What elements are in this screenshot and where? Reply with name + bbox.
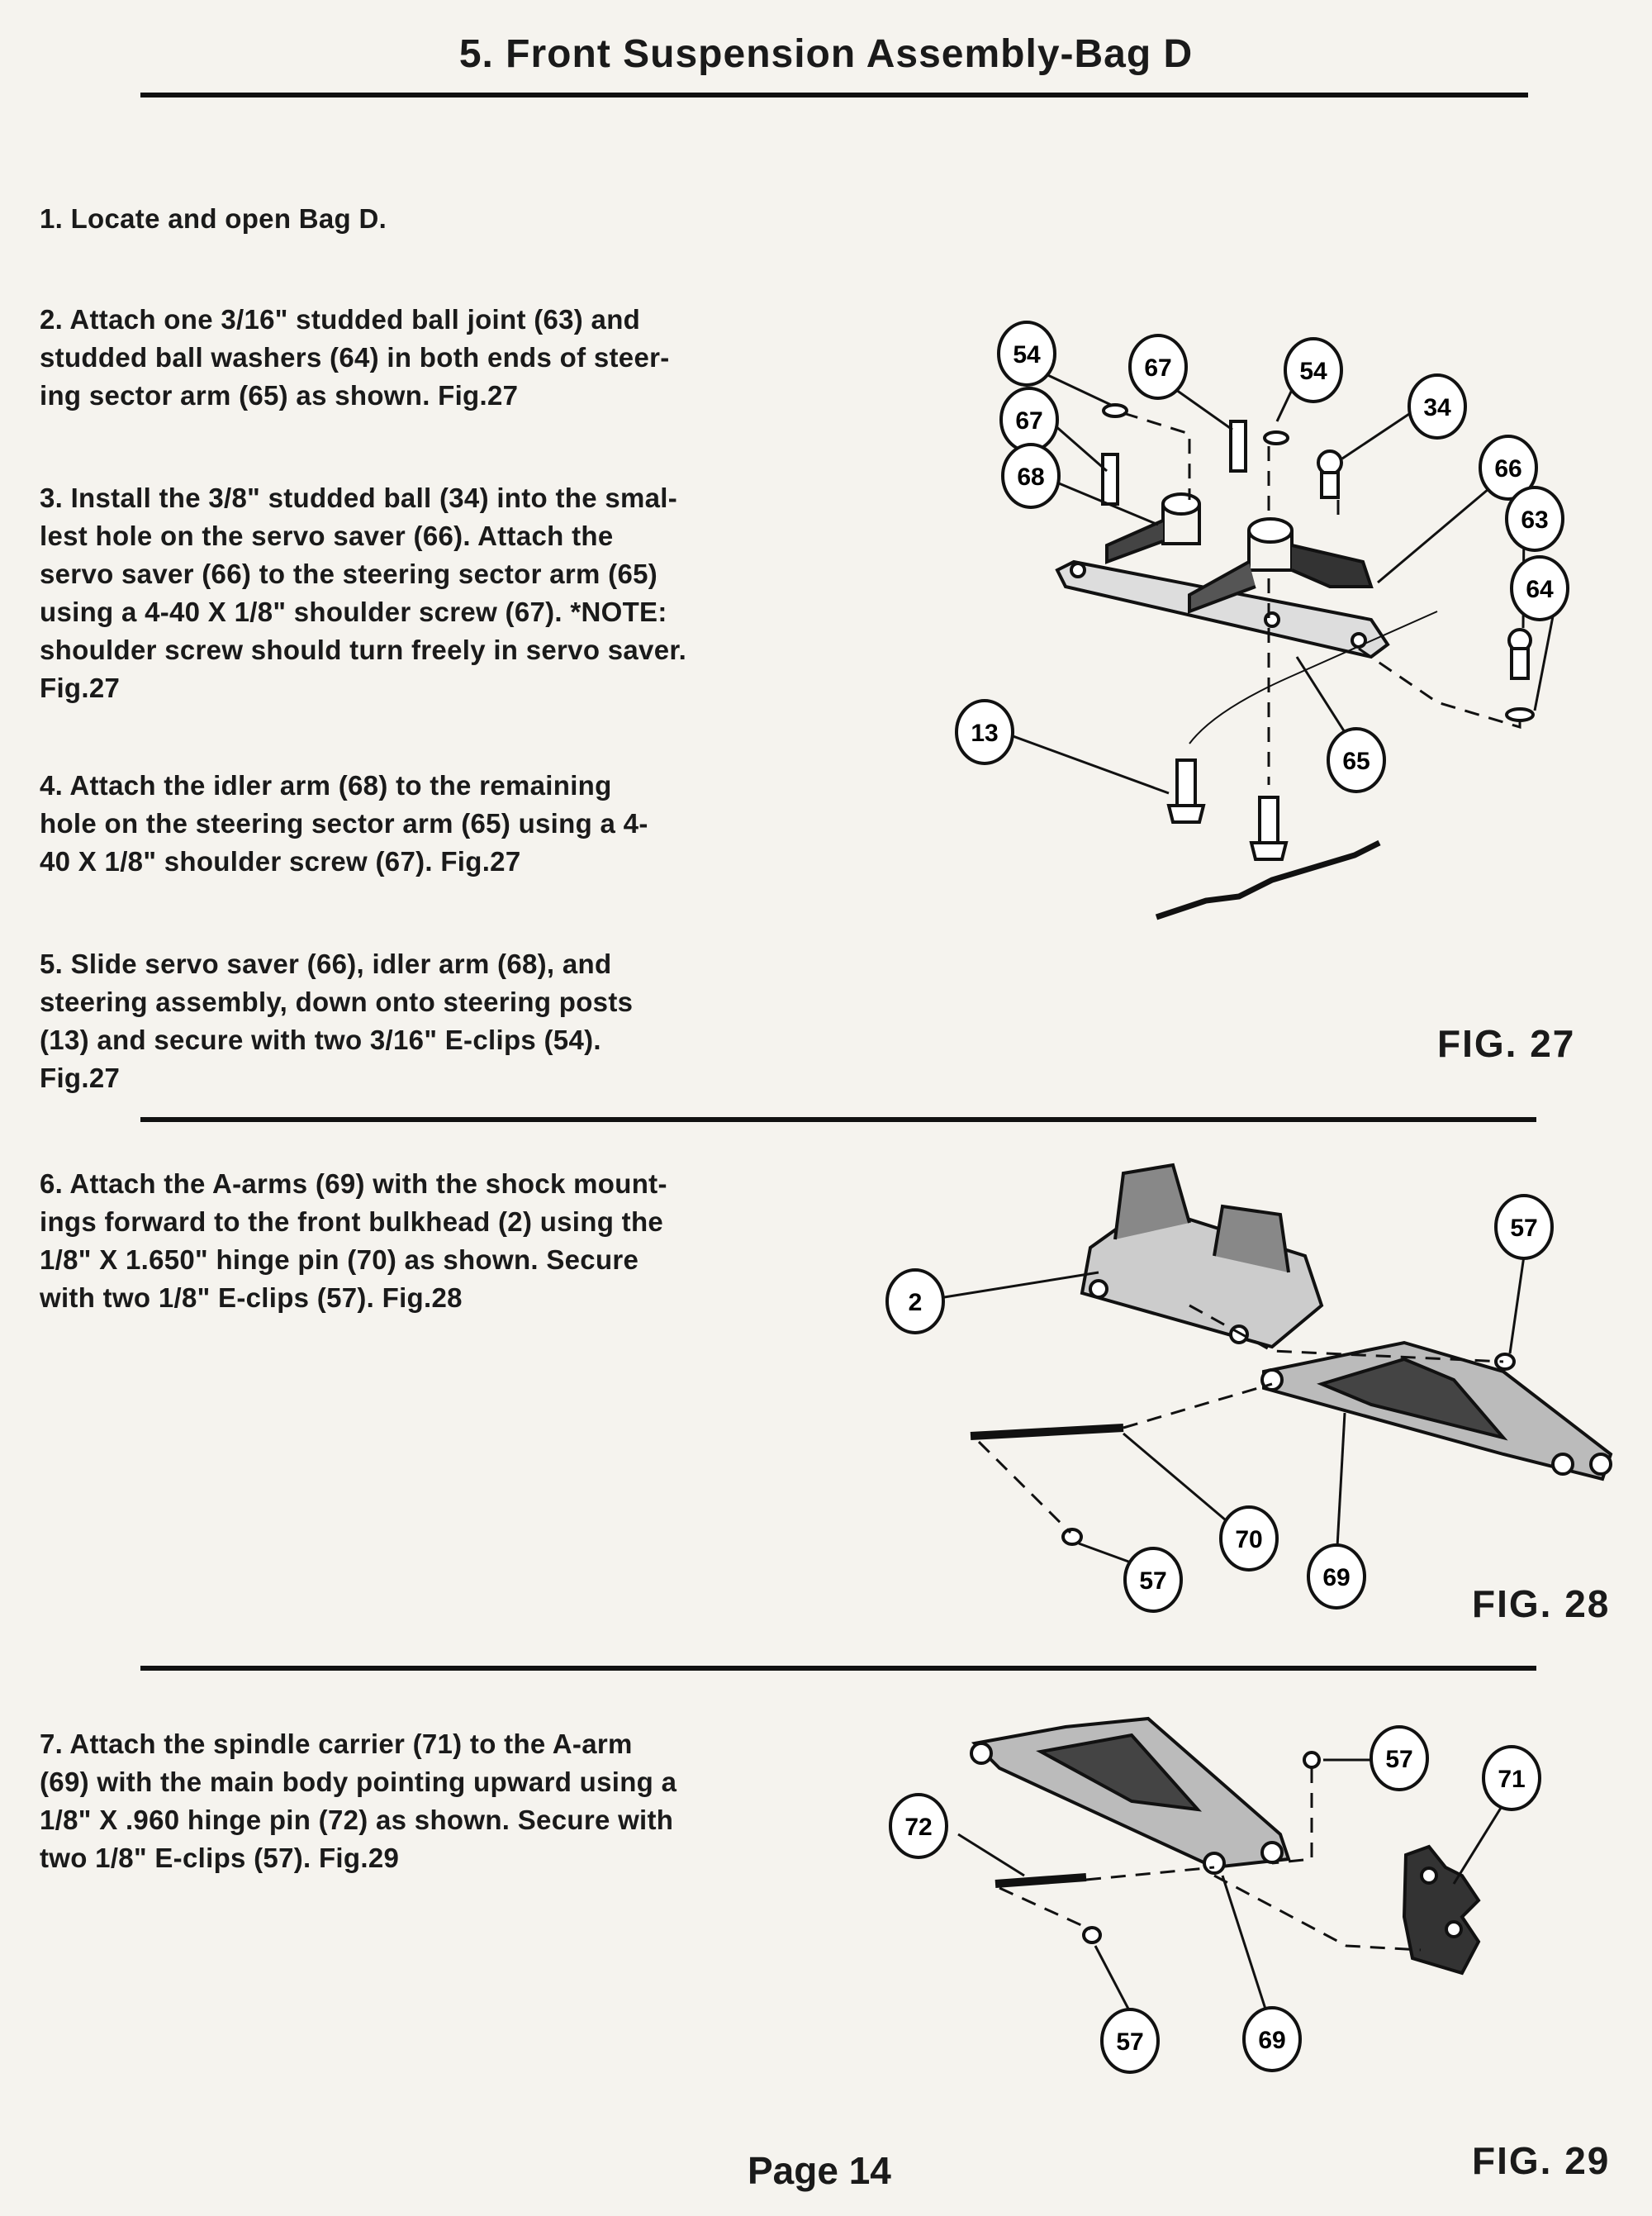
- callout-71: [1483, 1747, 1540, 1809]
- callout-64: [1512, 557, 1568, 620]
- svg-text:72: 72: [904, 1814, 933, 1841]
- callout-13: [957, 701, 1013, 763]
- step-7: 7. Attach the spindle carrier (71) to the A-arm (69) with the main body pointing upward using a 1/8" X .960 hinge pin (72) as shown. Secure with two 1/8" E-clips (57). Fig.29: [40, 1729, 677, 1873]
- section-rule-1: [140, 1117, 1536, 1122]
- page-title: 5. Front Suspension Assembly-Bag D: [458, 32, 1194, 76]
- svg-text:63: 63: [1521, 506, 1549, 534]
- svg-text:71: 71: [1498, 1766, 1526, 1793]
- svg-text:64: 64: [1526, 576, 1554, 603]
- callout-69: [1244, 2008, 1300, 2071]
- callout-54-a: [999, 322, 1055, 385]
- step-6: 6. Attach the A-arms (69) with the shock mount- ings forward to the front bulkhead (2) using the 1/8" X 1.650" hinge pin (70) as shown. Secure with two 1/8" E-clips (57). Fig.28: [40, 1168, 667, 1313]
- callout-34: [1409, 375, 1465, 438]
- svg-text:69: 69: [1258, 2027, 1286, 2054]
- svg-text:2: 2: [908, 1289, 923, 1316]
- callout-54-b: [1285, 339, 1341, 402]
- callout-57-a: [1496, 1196, 1552, 1258]
- step-1: 1. Locate and open Bag D.: [40, 203, 387, 234]
- svg-text:54: 54: [1299, 358, 1327, 385]
- step-3: 3. Install the 3/8" studded ball (34) into the smal- lest hole on the servo saver (66). Attach the servo saver (66) to the steering sector arm (65) using a 4-40 X 1/8" shoulder screw (67). *NOTE: shoulder screw should turn freely in servo saver. Fig.27: [40, 483, 687, 703]
- figure-29-diagram: [884, 1710, 1611, 2107]
- svg-text:70: 70: [1235, 1526, 1263, 1553]
- svg-text:57: 57: [1385, 1746, 1413, 1773]
- callout-63: [1507, 487, 1563, 550]
- callout-67-b: [1001, 388, 1057, 451]
- section-rule-2: [140, 1666, 1536, 1671]
- callout-65: [1328, 729, 1384, 792]
- callout-67-a: [1130, 335, 1186, 398]
- svg-text:54: 54: [1013, 341, 1041, 369]
- svg-text:34: 34: [1423, 394, 1451, 421]
- figure-29-label: FIG. 29: [1472, 2139, 1611, 2182]
- svg-text:57: 57: [1510, 1215, 1538, 1242]
- figure-27-label: FIG. 27: [1437, 1022, 1576, 1065]
- figure-27-diagram: [942, 322, 1602, 925]
- callout-57-a: [1371, 1727, 1427, 1790]
- step-5: 5. Slide servo saver (66), idler arm (68), and steering assembly, down onto steering posts (13) and secure with two 3/16" E-clips (54). Fig.27: [40, 949, 634, 1093]
- callout-2: [887, 1270, 943, 1333]
- svg-text:57: 57: [1139, 1567, 1167, 1595]
- svg-text:65: 65: [1342, 748, 1370, 775]
- figure-28-diagram: [876, 1157, 1619, 1619]
- svg-text:13: 13: [971, 720, 999, 747]
- step-2: 2. Attach one 3/16" studded ball joint (63) and studded ball washers (64) in both ends of steer- ing sector arm (65) as shown. Fig.27: [40, 304, 670, 411]
- svg-text:69: 69: [1322, 1564, 1351, 1591]
- page-number: Page 14: [748, 2149, 891, 2192]
- callout-69: [1308, 1545, 1365, 1608]
- step-4: 4. Attach the idler arm (68) to the remaining hole on the steering sector arm (65) using a 4- 40 X 1/8" shoulder screw (67). Fig.27: [40, 770, 648, 877]
- svg-text:66: 66: [1494, 455, 1522, 483]
- callout-68: [1003, 445, 1059, 507]
- callout-57-b: [1125, 1548, 1181, 1611]
- svg-text:67: 67: [1144, 354, 1172, 382]
- callout-70: [1221, 1507, 1277, 1570]
- title-rule: [140, 93, 1528, 97]
- callout-72: [890, 1795, 947, 1857]
- figure-28-label: FIG. 28: [1472, 1582, 1611, 1625]
- svg-text:67: 67: [1015, 407, 1043, 435]
- svg-text:68: 68: [1017, 464, 1045, 491]
- callout-57-b: [1102, 2009, 1158, 2072]
- svg-text:57: 57: [1116, 2028, 1144, 2056]
